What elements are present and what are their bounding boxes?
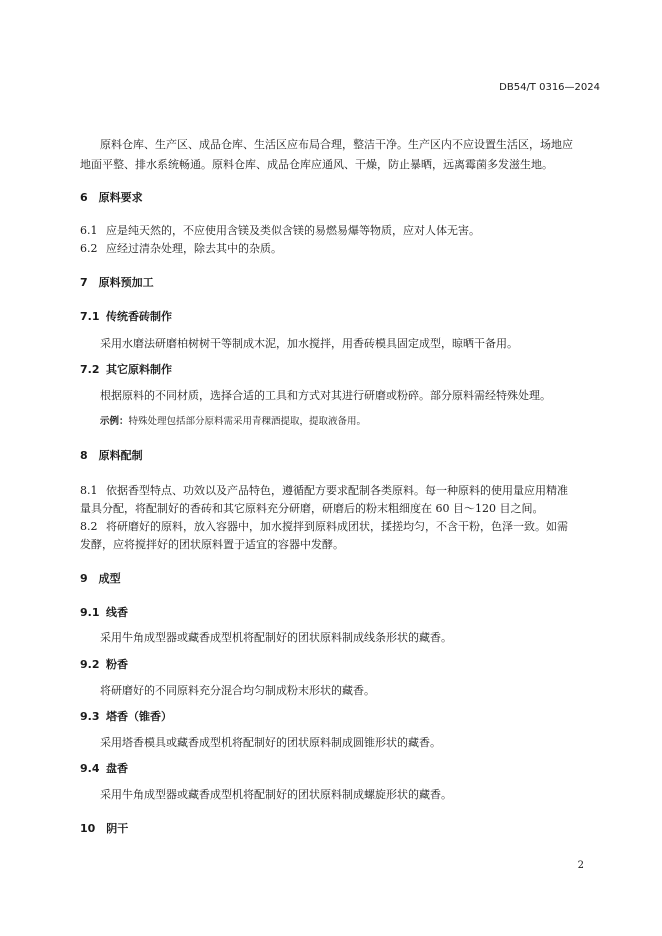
subsection-number: 9.4 xyxy=(80,762,100,775)
clause-number: 8.2 xyxy=(80,520,98,533)
clause-8-1-line-1 xyxy=(80,482,568,498)
section-9-heading: 9 成型 xyxy=(80,572,121,585)
subsection-number: 9.1 xyxy=(80,606,100,619)
subsection-title: 线香 xyxy=(106,606,128,619)
clause-number: 6.1 xyxy=(80,224,98,237)
subsection-number: 7.1 xyxy=(80,310,100,323)
subsection-title: 粉香 xyxy=(106,658,128,671)
clause-text: 应经过清杂处理，除去其中的杂质。 xyxy=(106,242,282,255)
intro-line-2: 地面平整、排水系统畅通。原料仓库、成品仓库应通风、干燥，防止暴晒，远离霉菌多发滋生地。 xyxy=(80,158,553,171)
clause-text: 依据香型特点、功效以及产品特色，遵循配方要求配制各类原料。每一种原料的使用量应用精准 xyxy=(106,484,568,497)
subsection-title: 盘香 xyxy=(106,762,128,775)
subsection-7-2-text: 根据原料的不同材质，选择合适的工具和方式对其进行研磨或粉碎。部分原料需经特殊处理。 xyxy=(100,389,551,402)
subsection-9-1-heading xyxy=(80,604,128,620)
subsection-9-2-heading xyxy=(80,656,128,672)
section-8-heading: 8 原料配制 xyxy=(80,449,143,462)
subsection-9-3-heading xyxy=(80,708,172,724)
example-text: 特殊处理包括部分原料需采用青稞酒提取，提取液备用。 xyxy=(128,416,367,427)
subsection-title: 塔香（锥香） xyxy=(106,710,172,723)
subsection-9-2-text: 将研磨好的不同原料充分混合均匀制成粉末形状的藏香。 xyxy=(100,684,375,697)
section-10-heading: 10 阴干 xyxy=(80,822,129,835)
subsection-7-1-text: 采用水磨法研磨柏树树干等制成木泥，加水搅拌，用香砖模具固定成型，晾晒干备用。 xyxy=(100,337,518,350)
document-code: DB54/T 0316—2024 xyxy=(499,82,600,93)
subsection-9-1-text: 采用牛角成型器或藏香成型机将配制好的团状原料制成线条形状的藏香。 xyxy=(100,631,452,644)
example-note xyxy=(100,413,366,427)
clause-6-2 xyxy=(80,240,282,256)
section-7-heading: 7 原料预加工 xyxy=(80,276,154,289)
clause-8-2-line-1 xyxy=(80,518,568,534)
clause-text: 应是纯天然的，不应使用含镁及类似含镁的易燃易爆等物质，应对人体无害。 xyxy=(106,224,480,237)
clause-text: 将研磨好的原料，放入容器中，加水搅拌到原料成团状，揉搓均匀，不含干粉，色泽一致。如需 xyxy=(106,520,568,533)
subsection-7-1-heading xyxy=(80,308,172,324)
clause-8-2-line-2: 发酵，应将搅拌好的团状原料置于适宜的容器中发酵。 xyxy=(80,538,344,551)
subsection-number: 9.3 xyxy=(80,710,100,723)
subsection-9-4-heading xyxy=(80,760,128,776)
section-6-heading: 6 原料要求 xyxy=(80,191,143,204)
clause-number: 6.2 xyxy=(80,242,98,255)
subsection-9-3-text: 采用塔香模具或藏香成型机将配制好的团状原料制成圆锥形状的藏香。 xyxy=(100,736,441,749)
clause-6-1 xyxy=(80,222,480,238)
clause-number: 8.1 xyxy=(80,484,98,497)
subsection-9-4-text: 采用牛角成型器或藏香成型机将配制好的团状原料制成螺旋形状的藏香。 xyxy=(100,788,452,801)
subsection-number: 7.2 xyxy=(80,363,100,376)
example-label: 示例： xyxy=(100,416,129,427)
clause-8-1-line-2: 量具分配，将配制好的香砖和其它原料充分研磨，研磨后的粉末粗细度在 60 目～120 目之间。 xyxy=(80,502,544,515)
subsection-title: 传统香砖制作 xyxy=(106,310,172,323)
subsection-title: 其它原料制作 xyxy=(106,363,172,376)
subsection-7-2-heading xyxy=(80,361,172,377)
intro-line-1: 原料仓库、生产区、成品仓库、生活区应布局合理，整洁干净。生产区内不应设置生活区，场地应 xyxy=(100,138,573,151)
page-number: 2 xyxy=(577,860,584,871)
subsection-number: 9.2 xyxy=(80,658,100,671)
